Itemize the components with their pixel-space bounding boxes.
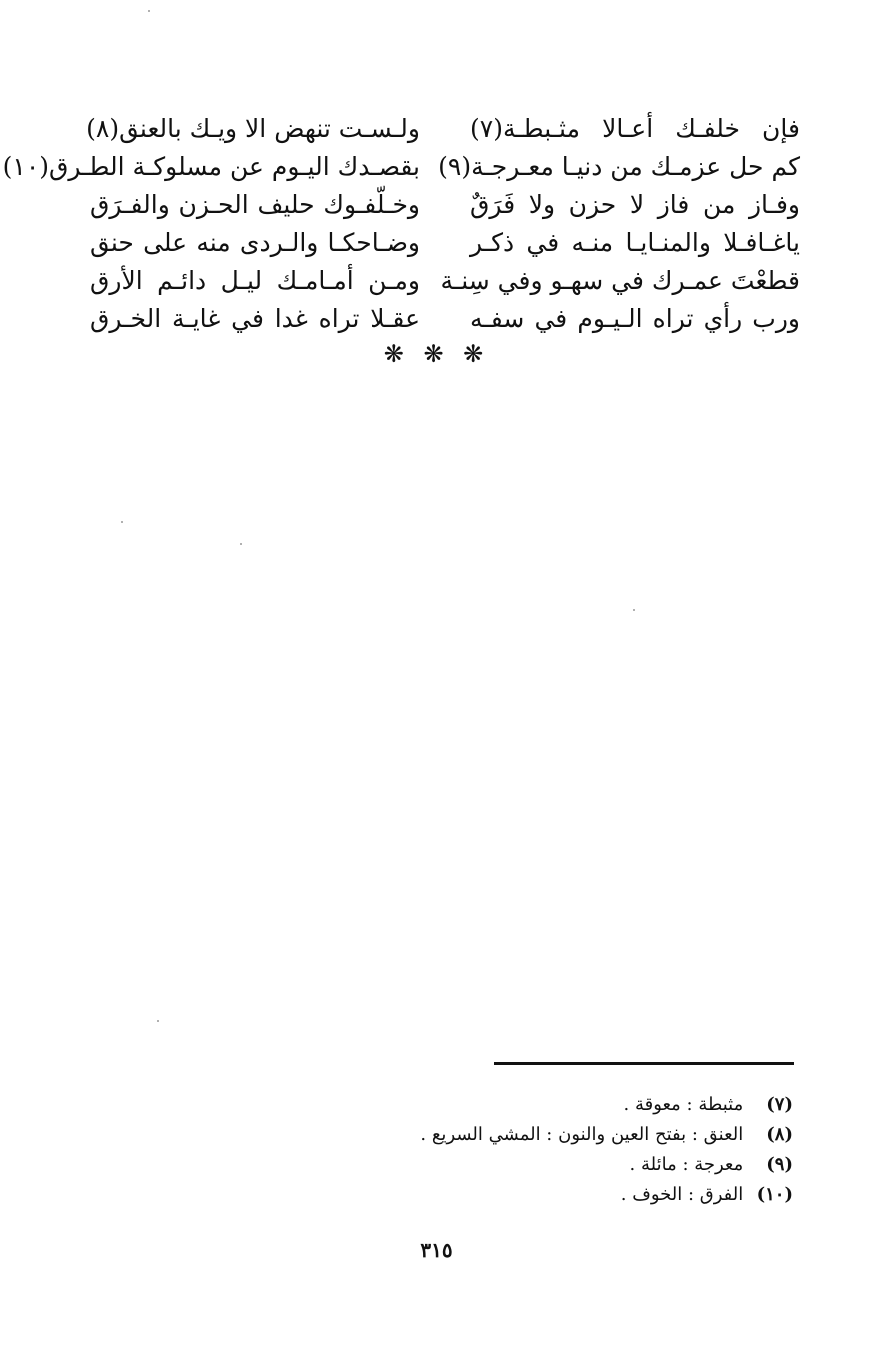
verse — [2, 148, 800, 186]
footnote-text: الفرق : الخوف . — [620, 1184, 744, 1205]
footnote-text: العنق : بفتح العين والنون : المشي السريع . — [420, 1124, 744, 1145]
verse-first-hemistich: قطعْتَ عمـرك في سهـو وفي سِنـة — [440, 266, 800, 295]
page-number: ٣١٥ — [420, 1238, 453, 1262]
footnote-number: (٨) — [766, 1124, 793, 1145]
scan-speck — [148, 10, 150, 12]
scan-speck — [121, 521, 123, 523]
verse-second-hemistich: ولـسـت تنهض الا ويـك بالعنق(٨) — [86, 114, 420, 143]
footnote-number: (١٠) — [756, 1184, 793, 1205]
poem — [2, 110, 800, 338]
footnote-item — [193, 1120, 793, 1150]
footnote-text: معرجة : مائلة . — [629, 1154, 744, 1175]
verse-second-hemistich: ومـن أمـامـك ليـل دائـم الأرق — [90, 266, 420, 295]
scan-speck — [240, 543, 242, 545]
footnotes — [193, 1090, 793, 1210]
verse — [86, 110, 800, 148]
verse — [90, 300, 800, 338]
scan-speck — [633, 609, 635, 611]
footnote-item — [193, 1180, 793, 1210]
footnote-item — [193, 1090, 793, 1120]
verse-first-hemistich: وفـاز من فاز لا حزن ولا فَرَقٌ — [470, 190, 800, 219]
verse — [90, 186, 800, 224]
verse — [90, 262, 800, 300]
footnote-divider — [494, 1062, 794, 1065]
footnote-text: مثبطة : معوقة . — [623, 1094, 744, 1115]
verse-second-hemistich: وضـاحكـا والـردى منه على حنق — [90, 228, 420, 257]
scan-speck — [157, 1020, 159, 1022]
verse-second-hemistich: وخـلّفـوك حليف الحـزن والفـرَق — [90, 190, 420, 219]
section-separator: ❋ ❋ ❋ — [383, 340, 490, 368]
verse-first-hemistich: ياغـافـلا والمنـايـا منـه في ذكـر — [470, 228, 800, 257]
verse — [90, 224, 800, 262]
footnote-number: (٩) — [766, 1154, 793, 1175]
verse-first-hemistich: ورب رأي تراه الـيـوم في سفـه — [470, 304, 800, 333]
footnote-item — [193, 1150, 793, 1180]
verse-second-hemistich: بقصـدك اليـوم عن مسلوكـة الطـرق(١٠) — [2, 152, 420, 181]
verse-first-hemistich: فإن خلفـك أعـالا مثـبطـة(٧) — [470, 114, 800, 143]
verse-first-hemistich: كم حل عزمـك من دنيـا معـرجـة(٩) — [438, 152, 800, 181]
footnote-number: (٧) — [766, 1094, 793, 1115]
verse-second-hemistich: عقـلا تراه غدا في غايـة الخـرق — [90, 304, 420, 333]
